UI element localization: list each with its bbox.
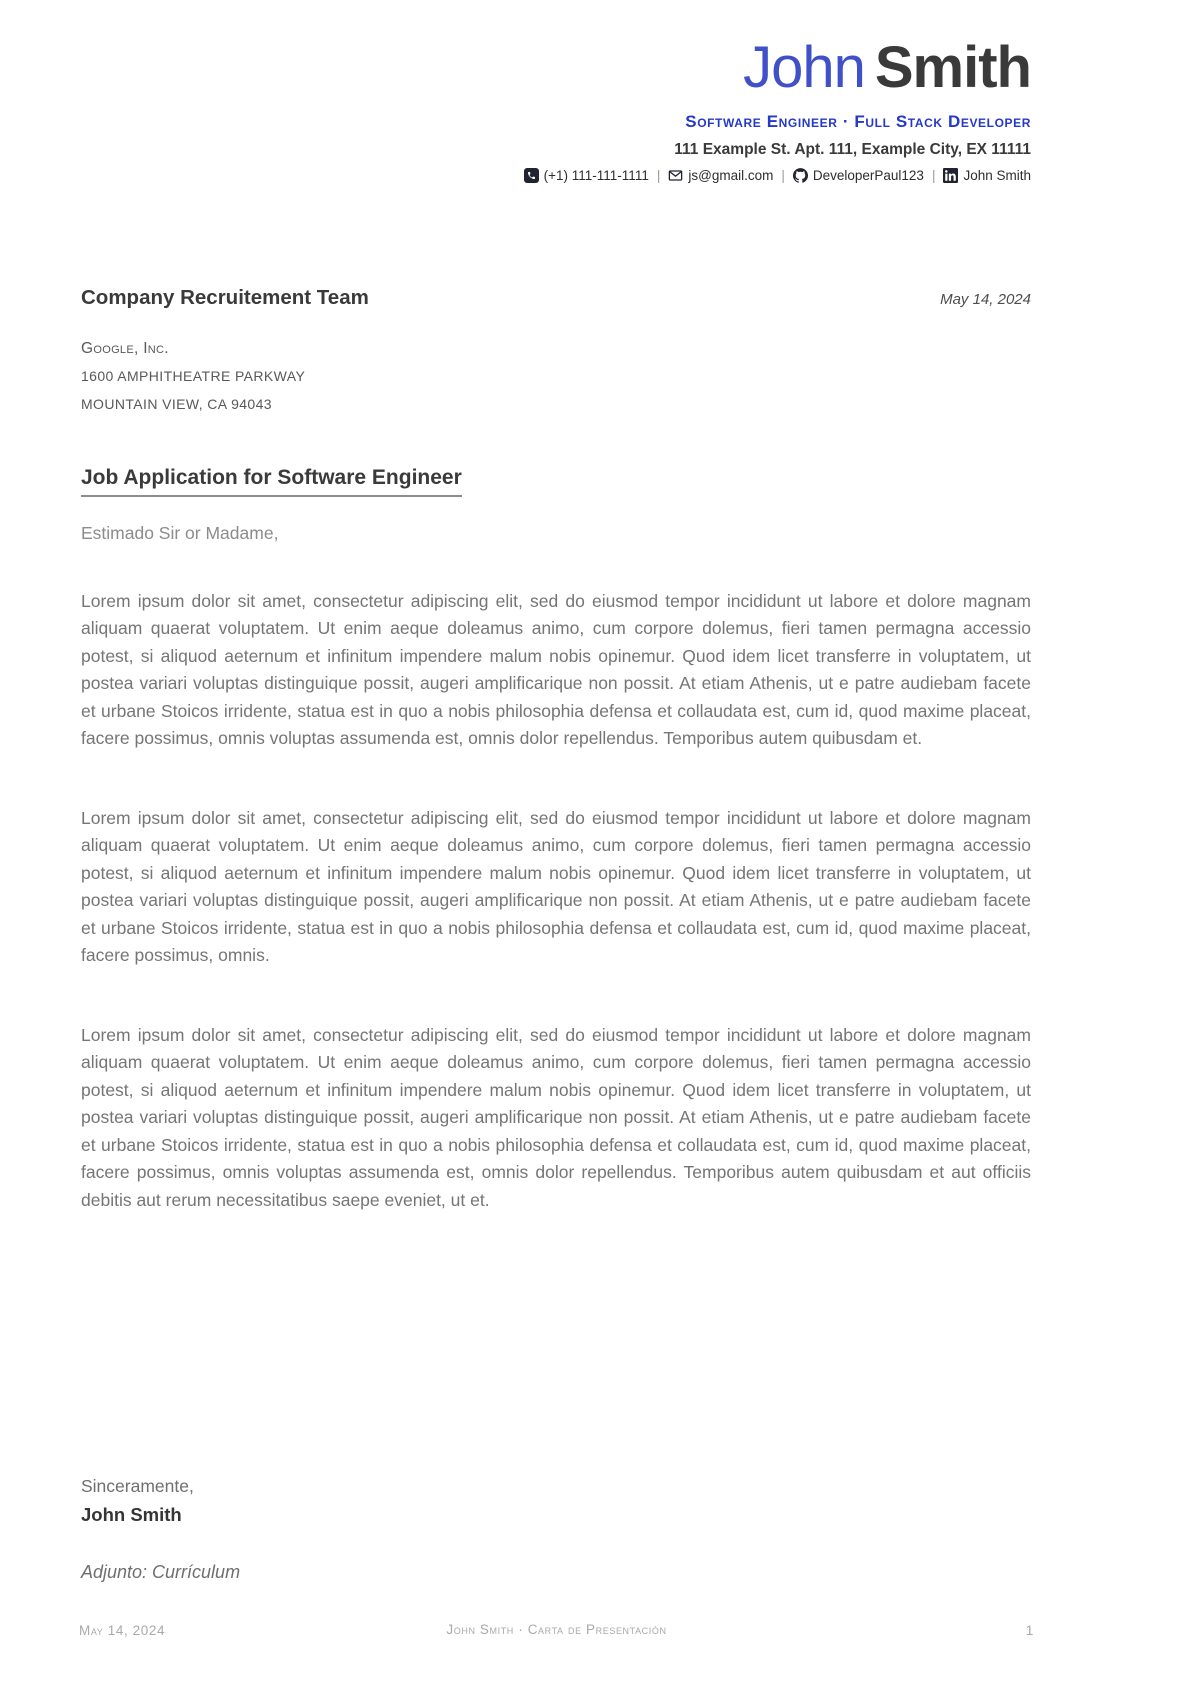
applicant-name — [81, 35, 1031, 100]
email-contact[interactable] — [668, 168, 773, 183]
recipient-row — [81, 286, 1031, 310]
github-icon — [793, 168, 808, 183]
linkedin-icon — [943, 168, 958, 183]
github-username: DeveloperPaul123 — [812, 167, 924, 183]
subject-heading: Job Application for Software Engineer — [81, 466, 462, 497]
first-name: John — [743, 35, 865, 100]
paragraph-2: Lorem ipsum dolor sit amet, consectetur adipiscing elit, sed do eiusmod tempor incididunt ut labore et dolore magnam aliquam quaerat voluptatem. Ut enim aeque doleamus animo, cum corpore dolemus, fieri tamen permagna accessio potest, si aliquod aeternum et infinitum impendere malum nobis opinemur. Quod idem licet transferre in voluptatem, ut postea variari voluptas distinguique possit, augeri amplificarique non possit. At etiam Athenis, ut e patre audiebam facete et urbane Stoicos irridente, statua est in quo a nobis philosophia defensa et collaudata est, cum id, quod maxime placeat, facere possimus, omnis. — [81, 807, 1031, 966]
company-address-line-2: MOUNTAIN VIEW, CA 94043 — [81, 395, 272, 412]
page-footer — [79, 1622, 1034, 1638]
letter-header — [81, 35, 1031, 183]
company-address-line-1: 1600 AMPHITHEATRE PARKWAY — [81, 367, 306, 384]
signature-name: John Smith — [81, 1504, 182, 1525]
footer-page-number: 1 — [1025, 1622, 1034, 1638]
footer-date: May 14, 2024 — [79, 1623, 166, 1638]
linkedin-contact[interactable] — [943, 168, 1031, 183]
paragraph-1: Lorem ipsum dolor sit amet, consectetur adipiscing elit, sed do eiusmod tempor incididunt ut labore et dolore magnam aliquam quaerat voluptatem. Ut enim aeque doleamus animo, cum corpore dolemus, fieri tamen permagna accessio potest, si aliquod aeternum et infinitum impendere malum nobis opinemur. Quod idem licet transferre in voluptatem, ut postea variari voluptas distinguique possit, augeri amplificarique non possit. At etiam Athenis, ut e patre audiebam facete et urbane Stoicos irridente, statua est in quo a nobis philosophia defensa et collaudata est, cum id, quod maxime placeat, facere possimus, omnis voluptas assumenda est, omnis dolor repellendus. Temporibus autem quibusdam et. — [81, 590, 1031, 749]
github-contact[interactable] — [793, 168, 924, 183]
recipient-title: Company Recruitement Team — [81, 285, 369, 309]
letter-body — [81, 588, 1031, 1215]
closing-phrase: Sinceramente, — [81, 1476, 194, 1496]
linkedin-name: John Smith — [963, 167, 1031, 183]
phone-icon — [524, 168, 539, 183]
paragraph-3: Lorem ipsum dolor sit amet, consectetur adipiscing elit, sed do eiusmod tempor incididunt ut labore et dolore magnam aliquam quaerat voluptatem. Ut enim aeque doleamus animo, cum corpore dolemus, fieri tamen permagna accessio potest, si aliquod aeternum et infinitum impendere malum nobis opinemur. Quod idem licet transferre in voluptatem, ut postea variari voluptas distinguique possit, augeri amplificarique non possit. At etiam Athenis, ut e patre audiebam facete et urbane Stoicos irridente, statua est in quo a nobis philosophia defensa et collaudata est, cum id, quod maxime placeat, facere possimus, omnis voluptas assumenda est, omnis dolor repellendus. Temporibus autem quibusdam et aut officiis debitis aut rerum necessitatibus saepe eveniet, ut et. — [81, 1024, 1031, 1210]
contact-separator: | — [781, 167, 785, 183]
enclosure-note: Adjunto: Currículum — [81, 1562, 241, 1582]
company-name: Google, Inc. — [81, 339, 169, 357]
contact-separator: | — [931, 167, 936, 183]
contact-line — [81, 168, 1031, 183]
last-name: Smith — [874, 35, 1031, 100]
contact-separator: | — [656, 167, 661, 183]
email-icon — [668, 168, 683, 183]
phone-number: (+1) 111-111-1111 — [543, 167, 649, 183]
email-address: js@gmail.com — [688, 167, 774, 183]
salutation: Estimado Sir or Madame, — [81, 522, 279, 543]
letter-date: May 14, 2024 — [940, 290, 1031, 308]
closing-block — [81, 1476, 194, 1526]
applicant-address: 111 Example St. Apt. 111, Example City, EX 11111 — [674, 140, 1031, 158]
position-subtitle: Software Engineer · Full Stack Developer — [685, 111, 1031, 131]
phone-contact[interactable] — [524, 168, 649, 183]
footer-title: John Smith · Carta de Presentación — [446, 1622, 667, 1637]
